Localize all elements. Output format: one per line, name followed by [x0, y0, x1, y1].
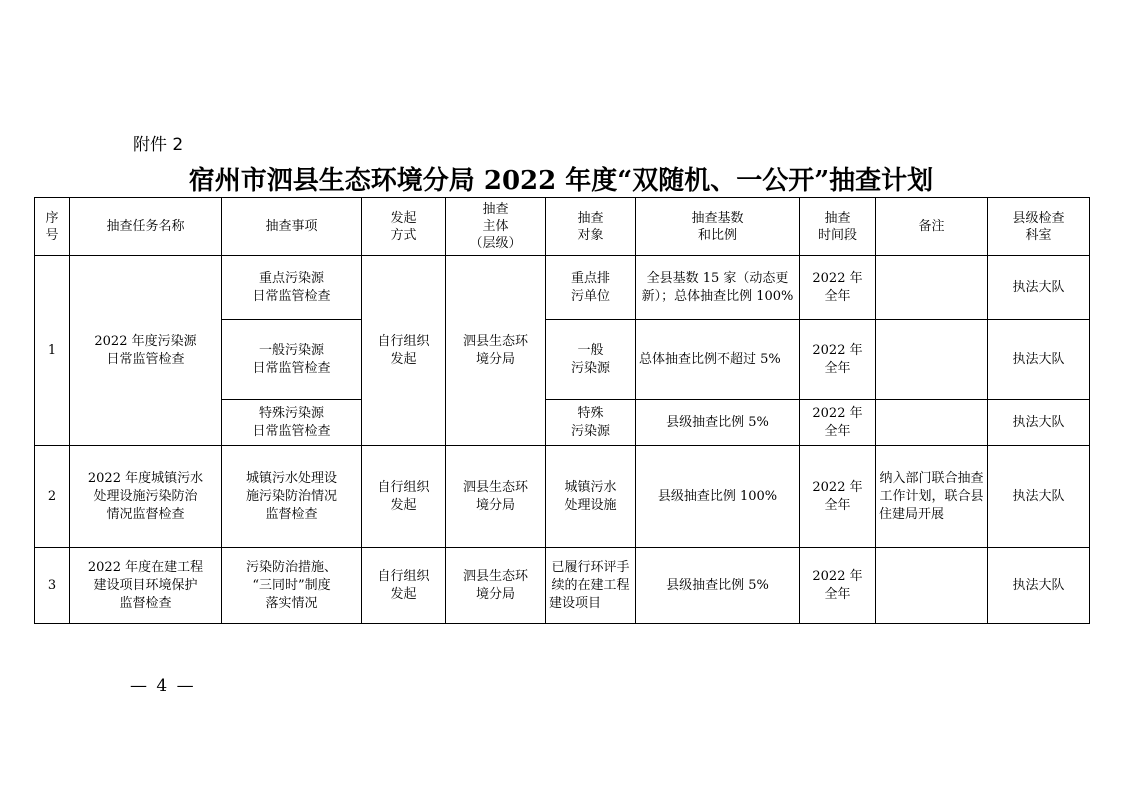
cell-period: 2022 年 全年: [800, 320, 876, 400]
cell-base-ratio: 县级抽查比例 100%: [636, 446, 800, 548]
header-note: 备注: [876, 198, 988, 256]
cell-department: 执法大队: [988, 446, 1090, 548]
cell-initiation-method: 自行组织 发起: [362, 256, 446, 446]
cell-note: [876, 400, 988, 446]
cell-department: 执法大队: [988, 256, 1090, 320]
table-row: [35, 548, 1090, 624]
cell-note: [876, 256, 988, 320]
header-department: 县级检查 科室: [988, 198, 1090, 256]
cell-seq: 3: [35, 548, 70, 624]
cell-department: 执法大队: [988, 548, 1090, 624]
cell-inspection-subject: 泗县生态环 境分局: [446, 446, 546, 548]
cell-seq: 1: [35, 256, 70, 446]
cell-inspection-item: 污染防治措施、 “三同时”制度 落实情况: [222, 548, 362, 624]
cell-task-name: 2022 年度在建工程 建设项目环境保护 监督检查: [70, 548, 222, 624]
table-header-row: [35, 198, 1090, 256]
cell-period: 2022 年 全年: [800, 446, 876, 548]
cell-task-name: 2022 年度污染源 日常监管检查: [70, 256, 222, 446]
table-row: [35, 446, 1090, 548]
cell-note: [876, 548, 988, 624]
cell-inspection-object: 特殊 污染源: [546, 400, 636, 446]
header-inspection-item: 抽查事项: [222, 198, 362, 256]
cell-inspection-item: 重点污染源 日常监管检查: [222, 256, 362, 320]
cell-inspection-item: 城镇污水处理设 施污染防治情况 监督检查: [222, 446, 362, 548]
cell-base-ratio: 全县基数 15 家（动态更新）；总体抽查比例 100%: [636, 256, 800, 320]
table-row: [35, 256, 1090, 320]
inspection-plan-table: [34, 197, 1090, 624]
cell-inspection-object: 一般 污染源: [546, 320, 636, 400]
header-inspection-subject: 抽查 主体 （层级）: [446, 198, 546, 256]
header-base-ratio: 抽查基数 和比例: [636, 198, 800, 256]
cell-inspection-object: 重点排 污单位: [546, 256, 636, 320]
header-seq: 序 号: [35, 198, 70, 256]
cell-base-ratio: 县级抽查比例 5%: [636, 548, 800, 624]
header-inspection-object: 抽查 对象: [546, 198, 636, 256]
cell-period: 2022 年 全年: [800, 256, 876, 320]
cell-inspection-object: 已履行环评手续的在建工程建设项目: [546, 548, 636, 624]
cell-base-ratio: 县级抽查比例 5%: [636, 400, 800, 446]
cell-department: 执法大队: [988, 320, 1090, 400]
cell-seq: 2: [35, 446, 70, 548]
cell-initiation-method: 自行组织 发起: [362, 446, 446, 548]
page-number: — 4 —: [130, 676, 196, 696]
header-task-name: 抽查任务名称: [70, 198, 222, 256]
cell-task-name: 2022 年度城镇污水 处理设施污染防治 情况监督检查: [70, 446, 222, 548]
cell-inspection-item: 特殊污染源 日常监管检查: [222, 400, 362, 446]
cell-inspection-subject: 泗县生态环 境分局: [446, 548, 546, 624]
cell-period: 2022 年 全年: [800, 548, 876, 624]
cell-department: 执法大队: [988, 400, 1090, 446]
cell-period: 2022 年 全年: [800, 400, 876, 446]
header-initiation-method: 发起 方式: [362, 198, 446, 256]
cell-inspection-object: 城镇污水 处理设施: [546, 446, 636, 548]
document-title: 宿州市泗县生态环境分局 2022 年度“双随机、一公开”抽查计划: [188, 166, 934, 196]
attachment-label: 附件 2: [133, 135, 184, 155]
cell-inspection-subject: 泗县生态环 境分局: [446, 256, 546, 446]
cell-note: [876, 320, 988, 400]
cell-inspection-item: 一般污染源 日常监管检查: [222, 320, 362, 400]
cell-base-ratio: 总体抽查比例不超过 5%: [636, 320, 800, 400]
header-period: 抽查 时间段: [800, 198, 876, 256]
cell-note: 纳入部门联合抽查工作计划，联合县住建局开展: [876, 446, 988, 548]
cell-initiation-method: 自行组织 发起: [362, 548, 446, 624]
